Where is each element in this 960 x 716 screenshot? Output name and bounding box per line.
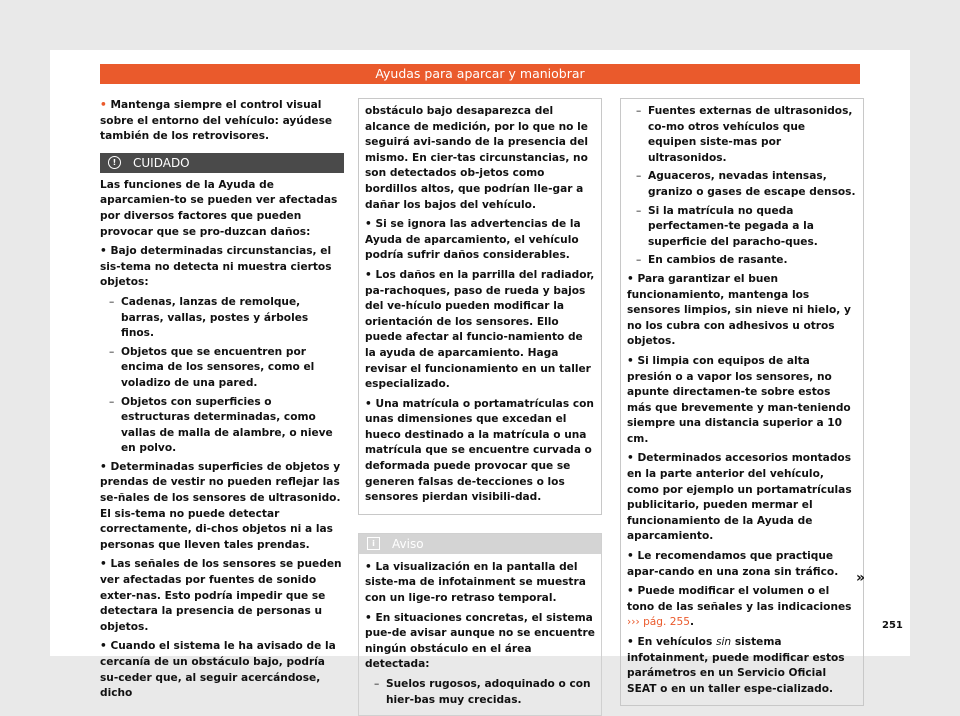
notice-title-bar <box>359 534 601 554</box>
notice-box <box>358 533 602 716</box>
bullet-icon: • <box>100 99 107 111</box>
page-reference-link[interactable]: ››› pág. 255 <box>627 616 690 629</box>
caution-bullet: • Los daños en la parrilla del radiador, pa-rachoques, paso de rueda y bajos del ve-hículo pueden modificar la orientación de los sensores. Ello puede afectar al funcio-namiento de la ayuda de aparcamiento. Haga revisar el funcionamiento en un taller especializado. <box>365 268 595 391</box>
notice-body <box>359 554 601 715</box>
notice-bullet: • En situaciones concretas, el sistema pue-de avisar aunque no se encuentre ningún obstáculo en el área detectada: <box>365 611 595 671</box>
caution-title-bar <box>100 153 344 173</box>
caution-paragraph: Las funciones de la Ayuda de aparcamien-to se pueden ver afectadas por diversos factores que pueden provocar que se pro-duzcan daños: <box>100 178 338 238</box>
notice-bullet: • Determinados accesorios montados en la parte anterior del vehículo, como por ejemplo un portamatrículas publicitario, pueden mermar el funcionamiento de la Ayuda de aparcamiento. <box>627 452 852 543</box>
caution-bullet: • Si se ignora las advertencias de la Ayuda de aparcamiento, el vehículo podría sufrir daños considerables. <box>365 218 581 262</box>
column-3 <box>620 98 864 706</box>
notice-sub-item: – Fuentes externas de ultrasonidos, co-mo otros vehículos que equipen siste-mas por ultrasonidos. <box>636 105 853 164</box>
notice-bullet: • Si limpia con equipos de alta presión o a vapor los sensores, no apunte directamen-te sobre estos más que brevemente y man-teniendo siempre una distancia superior a 10 cm. <box>627 354 851 445</box>
caution-continued-box <box>358 98 602 515</box>
caution-bullet: • Una matrícula o portamatrículas con unas dimensiones que excedan el hueco destinado a la matrícula o una matrícula que se encuentre curvada o deformada puede provocar que se generen falsas de-tecciones o los sensores pierdan visibili-dad. <box>365 397 594 504</box>
info-square-icon: i <box>367 537 380 550</box>
caution-sub-item: – Objetos que se encuentren por encima de los sensores, como el voladizo de una pared. <box>109 345 315 389</box>
notice-bullet: • Le recomendamos que practique apar-cando en una zona sin tráfico. <box>627 550 839 578</box>
notice-bullet: • Para garantizar el buen funcionamiento, mantenga los sensores limpios, sin nieve ni hielo, y no los cubra con adhesivos u otros objetos. <box>627 272 851 348</box>
notice-title: Aviso <box>392 536 424 551</box>
notice-sub-item: – Suelos rugosos, adoquinado o con hier-bas muy crecidas. <box>374 678 591 706</box>
caution-box <box>100 153 344 702</box>
page <box>50 50 910 706</box>
caution-paragraph: obstáculo bajo desaparezca del alcance de medición, por lo que no le seguirá avi-sando de la presencia del mismo. En cier-tas circunstancias, no son detectados ob-jetos como bordillos altos, que podrían lle-gar a dañar los bajos del vehículo. <box>365 105 589 211</box>
page-number: 251 <box>882 620 903 631</box>
notice-sub-item: – En cambios de rasante. <box>636 254 788 267</box>
caution-body <box>100 173 344 702</box>
caution-title: CUIDADO <box>133 155 190 170</box>
intro-bullet: • Mantenga siempre el control visual sobre el entorno del vehículo: ayúdese también de los retrovisores. <box>100 99 333 143</box>
caution-sub-item: – Objetos con superficies o estructuras determinadas, como vallas de malla de alambre, o nieve en polvo. <box>109 395 333 455</box>
notice-bullet: • Puede modificar el volumen o el tono de las señales y las indicaciones ››› pág. 255. <box>627 585 852 629</box>
exclamation-circle-icon: ! <box>108 156 121 169</box>
notice-bullet: • La visualización en la pantalla del siste-ma de infotainment se muestra con un lige-ro retraso temporal. <box>365 560 586 605</box>
page-header: Ayudas para aparcar y maniobrar <box>100 64 860 84</box>
notice-bullet: • En vehículos sin sistema infotainment, puede modificar estos parámetros en un Servicio Oficial SEAT o en un taller espe-cializado. <box>627 636 845 695</box>
caution-bullet: • Las señales de los sensores se pueden ver afectadas por fuentes de sonido exter-nas. Esto podría impedir que se detectara la presencia de personas u objetos. <box>100 558 342 633</box>
notice-sub-item: – Aguaceros, nevadas intensas, granizo o gases de escape densos. <box>636 170 856 198</box>
caution-sub-item: – Cadenas, lanzas de remolque, barras, vallas, postes y árboles finos. <box>109 295 309 340</box>
caution-bullet: • Determinadas superficies de objetos y prendas de vestir no pueden reflejar las se-ñales de los sensores de ultrasonido. El sis-tema no puede detectar correctamente, di-chos objetos ni a las personas que lleven tales prendas. <box>100 460 341 551</box>
column-1 <box>100 98 344 706</box>
caution-bullet: • Cuando el sistema le ha avisado de la cercanía de un obstáculo bajo, podría su-ceder que, al seguir acercándose, dicho <box>100 640 336 700</box>
continue-mark: » <box>856 570 866 586</box>
caution-bullet: • Bajo determinadas circunstancias, el sis-tema no detecta ni muestra ciertos objetos: <box>100 245 332 289</box>
notice-continued-box <box>620 98 864 706</box>
column-2 <box>358 98 602 716</box>
notice-sub-item: – Si la matrícula no queda perfectamen-te pegada a la superficie del paracho-ques. <box>636 204 818 248</box>
